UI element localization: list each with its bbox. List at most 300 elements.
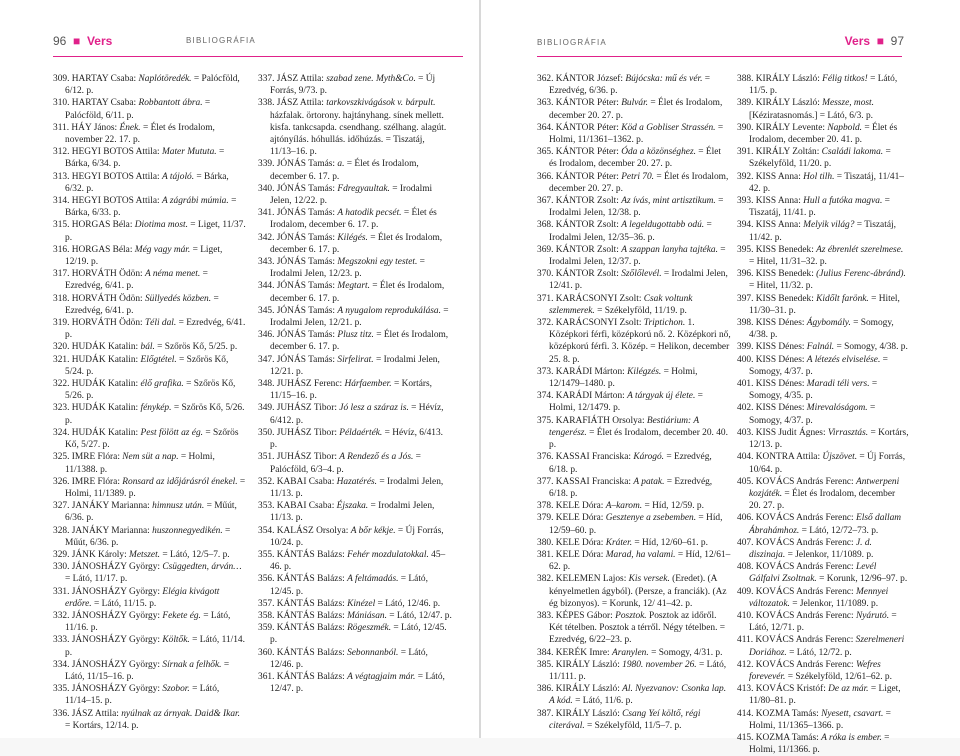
entry-text: KISS Benedek: (Julius Ferenc-ábránd). = Hitel, 11/32. p. [749,269,906,292]
bibliography-entry [53,451,247,475]
bibliography-entry [737,451,909,475]
entry-text: KÁNTOR Péter: Petri 70. = Élet és Irodalom, december 20. 27. p. [549,171,729,194]
bibliography-entry [537,573,731,610]
bibliography-entry [737,402,909,426]
entry-number: 372. [537,318,556,329]
entry-text: KÁNTOR Zsolt: Szőlőlevél. = Irodalmi Jelen, 12/41. p. [549,269,728,292]
entry-text: JÁSZ Attila: szabad zene. Myth&Co. = Új Forrás, 9/73. p. [270,74,436,97]
bibliography-entry [737,354,909,378]
entry-number: 377. [537,476,556,487]
bibliography-entry [737,73,909,97]
bibliography-entry [53,122,247,146]
bibliography-entry [53,293,247,317]
entry-number: 359. [258,623,277,634]
bibliography-entry [53,500,247,524]
entry-number: 309. [53,74,72,84]
entry-text: JÓNÁS Tamás: A nyugalom reprodukálása. = Irodalmi Jelen, 12/21. p. [270,305,449,329]
entry-number: 362. [537,74,556,84]
entry-number: 358. [258,610,277,621]
bibliography-entry [258,97,452,158]
bibliography-entry [537,451,731,475]
entry-text: KÁNTÁS Balázs: Fehér mozdulatokkal. 45–46. p. [270,549,446,573]
bibliography-entry [537,171,731,195]
entry-text: JÓNÁS Tamás: A hatodik pecsét. = Élet és Irodalom, december 6. 17. p. [270,208,437,231]
entry-number: 395. [737,244,756,255]
entry-number: 391. [737,147,756,158]
bibliography-entry [737,195,909,219]
bibliography-entry [537,659,731,683]
entry-number: 373. [537,366,556,377]
bibliography-entry [53,244,247,268]
entry-number: 370. [537,269,556,280]
bibliography-entry [53,402,247,426]
entry-number: 322. [53,379,72,390]
entry-number: 363. [537,98,556,109]
entry-text: KÉPES Gábor: Posztok. Posztok az időről. Két tételben. Posztok a térről. Négy tételben. = Ezredvég, 6/22–23. p. [549,610,726,646]
header-rule [537,56,902,57]
entry-number: 387. [537,708,556,719]
entry-text: KISS Dénes: Falnál. = Somogy, 4/38. p. [755,342,908,353]
entry-text: HUDÁK Katalin: bál. = Szőrös Kő, 5/25. p. [71,342,238,353]
bibliography-entry [258,232,452,256]
bibliography-entry [537,390,731,414]
entry-text: JÁNOSHÁZY György: Csüggedten, árván… = Látó, 11/17. p. [65,562,242,585]
bibliography-entry [258,329,452,353]
entry-text: KIRÁLY László: Csang Yeí költő, régi citerával. = Székelyföld, 11/5–7. p. [549,708,701,731]
entry-number: 414. [737,708,756,719]
bibliography-column [737,73,909,756]
bibliography-entry [737,268,909,292]
bibliography-entry [258,402,452,426]
bibliography-entry [53,476,247,500]
bibliography-entry [53,427,247,451]
bibliography-entry [737,378,909,402]
bibliography-column [537,73,731,732]
entry-text: JÁSZ Attila: nyúlnak az árnyak. Daid& Ikar. = Kortárs, 12/14. p. [65,708,240,731]
entry-text: JÓNÁS Tamás: Sirfelirat. = Irodalmi Jelen, 12/21. p. [270,354,440,377]
bibliography-entry [537,97,731,121]
entry-number: 385. [537,659,556,670]
entry-number: 346. [258,330,277,341]
entry-text: KARÁCSONYI Zsolt: Triptichon. 1. Középkori férfi, középkorú nő. 2. Középkori nő, középkorú férfi. 3. Közép. = Helikon, december 25. 8. p. [549,318,731,365]
entry-number: 406. [737,513,756,524]
entry-number: 382. [537,574,556,585]
bibliography-entry [537,366,731,390]
page-number: 96 [53,34,67,48]
bibliography-entry [537,537,731,549]
entry-text: KÁNTOR Péter: Óda a közönséghez. = Élet és Irodalom, december 20. 27. p. [549,147,722,170]
entry-text: KOVÁCS András Ferenc: Szerelmeneri Doriához. = Látó, 12/72. p. [749,635,905,658]
entry-text: JANÁKY Marianna: himnusz után. = Műút, 6/36. p. [65,501,237,524]
entry-number: 388. [737,74,756,84]
entry-number: 321. [53,354,72,365]
entry-number: 412. [737,659,756,670]
entry-number: 396. [737,269,756,280]
square-bullet-icon: ■ [873,34,888,48]
entry-number: 325. [53,452,72,463]
entry-number: 349. [258,403,277,414]
bibliography-entry [53,171,247,195]
entry-number: 339. [258,159,277,170]
entry-text: KÁNTÁS Balázs: Kinézel = Látó, 12/46. p. [276,598,441,609]
entry-text: KÁNTÁS Balázs: Sebonnanból. = Látó, 12/46. p. [270,647,428,670]
entry-text: HEGYI BOTOS Attila: Mater Mututa. = Bárka, 6/34. p. [65,147,225,170]
entry-text: KALÁSZ Orsolya: A bőr kékje. = Új Forrás, 10/24. p. [270,525,444,548]
bibliography-entry [737,146,909,170]
entry-text: KÁNTOR József: Bújócska: mű és vér. = Ezredvég, 6/36. p. [549,74,711,97]
entry-text: KASSAI Franciska: A patak. = Ezredvég, 6/18. p. [549,476,713,499]
entry-number: 376. [537,452,556,463]
bibliography-entry [258,610,452,622]
bibliography-entry [737,708,909,732]
bibliography-entry [737,537,909,561]
entry-text: HORGAS Béla: Diotima most. = Liget, 11/37. p. [65,220,246,243]
entry-number: 340. [258,183,277,194]
bibliography-entry [737,561,909,585]
entry-number: 354. [258,525,277,536]
right-page-number-group [845,34,904,48]
entry-text: JUHÁSZ Ferenc: Hárfaember. = Kortárs, 11/15–16. p. [270,379,433,402]
section-title: BIBLIOGRÁFIA [537,38,607,47]
bibliography-entry [53,549,247,561]
entry-number: 383. [537,610,556,621]
bibliography-entry [537,610,731,647]
entry-text: HORVÁTH Ödön: A néma menet. = Ezredvég, 6/41. p. [65,269,208,292]
entry-number: 380. [537,537,556,548]
entry-number: 402. [737,403,756,414]
bibliography-entry [53,97,247,121]
entry-text: KABAI Csaba: Éjszaka. = Irodalmi Jelen, 11/13. p. [270,501,435,524]
bibliography-entry [53,634,247,658]
entry-text: KELE Dóra: Gesztenye a zsebemben. = Híd, 12/59–60. p. [549,513,723,536]
entry-number: 409. [737,586,756,597]
entry-text: JÁNOSHÁZY György: Szobor. = Látó, 11/14–15. p. [65,684,220,707]
entry-text: KELE Dóra: Marad, ha valami. = Híd, 12/61–62. p. [549,549,731,573]
entry-number: 336. [53,708,72,719]
entry-number: 332. [53,610,72,621]
entry-text: KASSAI Franciska: Károgó. = Ezredvég, 6/18. p. [549,452,712,475]
entry-text: KERÉK Imre: Aranylen. = Somogy, 4/31. p. [555,647,723,658]
entry-number: 313. [53,171,72,182]
bibliography-entry [258,158,452,182]
bibliography-entry [258,647,452,671]
entry-number: 356. [258,574,277,585]
bibliography-entry [537,317,731,366]
bibliography-column [258,73,452,695]
entry-number: 317. [53,269,72,280]
entry-number: 407. [737,537,756,548]
entry-text: KÁNTÁS Balázs: Rögeszmék. = Látó, 12/45. p. [270,623,447,646]
entry-text: JÓNÁS Tamás: Kilégés. = Élet és Irodalom, december 6. 17. p. [270,232,443,255]
bibliography-entry [53,586,247,610]
entry-number: 314. [53,196,72,207]
entry-text: KISS Anna: Hull a futóka magva. = Tiszatáj, 11/41. p. [749,196,890,219]
bibliography-entry [258,427,452,451]
bibliography-entry [258,451,452,475]
bibliography-entry [537,500,731,512]
header-rule [53,56,463,57]
entry-number: 312. [53,147,72,158]
entry-text: KOZMA Tamás: Nyesett, csavart. = Holmi, 11/1365–1366. p. [749,708,891,731]
entry-text: KELE Dóra: Kráter. = Híd, 12/60–61. p. [555,537,708,548]
bibliography-entry [258,598,452,610]
entry-text: KÁNTOR Zsolt: A szappan lanyha tajtéka. = Irodalmi Jelen, 12/37. p. [549,244,726,268]
entry-text: JÓNÁS Tamás: Megtart. = Élet és Irodalom, december 6. 17. p. [270,281,445,304]
bibliography-entry [737,317,909,341]
entry-text: JÓNÁS Tamás: Fdregyaultak. = Irodalmi Jelen, 12/22. p. [270,183,433,207]
entry-number: 404. [737,452,756,463]
entry-text: KIRÁLY Zoltán: Családi lakoma. = Székelyföld, 11/20. p. [749,147,891,170]
entry-text: KÁNTOR Zsolt: Az ívás, mint artisztikum. = Irodalmi Jelen, 12/38. p. [549,196,724,219]
entry-number: 345. [258,305,277,316]
entry-text: KÁNTÁS Balázs: Mániásan. = Látó, 12/47. p. [276,610,452,621]
entry-number: 334. [53,659,72,670]
entry-number: 347. [258,354,277,365]
entry-text: JÁSZ Attila: tarkovszkivágások v. bárpult. házfalak. örtorony. hajtányhang. sínek mellett. kisfa. tankcsapda. csendhang. szélhang. alagút. ajtónyílás. hóhullás. időhúzás. = Tiszatáj, 11/13–16. p. [270,98,447,158]
entry-number: 364. [537,122,556,133]
entry-number: 320. [53,342,72,353]
entry-text: KISS Judit Ágnes: Virrasztás. = Kortárs, 12/13. p. [749,427,909,451]
bibliography-entry [53,683,247,707]
bibliography-entry [53,378,247,402]
entry-text: KISS Dénes: A létezés elviselése. = Somogy, 4/37. p. [749,354,888,377]
entry-text: KÁNTOR Zsolt: A legeldugottabb odú. = Irodalmi Jelen, 12/35–36. p. [549,220,712,243]
bibliography-entry [258,354,452,378]
bibliography-entry [737,610,909,634]
entry-text: KISS Benedek: Az ébrenlét szerelmese. = Hitel, 11/31–32. p. [749,244,904,268]
bibliography-entry [537,268,731,292]
entry-text: HUDÁK Katalin: Pest fölött az ég. = Szőrös Kő, 5/27. p. [65,427,239,451]
entry-text: KIRÁLY László: Félig titkos! = Látó, 11/5. p. [749,74,898,97]
entry-number: 324. [53,427,72,438]
bibliography-entry [537,146,731,170]
entry-number: 369. [537,244,556,255]
bibliography-entry [258,525,452,549]
entry-text: KELEMEN Lajos: Kis versek. (Eredet). (A kényelmetlen ágyból). (Persze, a franciák). (Az ég bizonyos). = Korunk, 12/ 41–42. p. [549,574,727,609]
entry-number: 353. [258,501,277,512]
entry-text: HUDÁK Katalin: Előgtétel. = Szőrös Kő, 5/24. p. [65,354,229,377]
entry-number: 379. [537,513,556,524]
bibliography-entry [258,476,452,500]
entry-number: 355. [258,549,277,560]
entry-number: 378. [537,501,556,512]
bibliography-entry [53,659,247,683]
entry-text: HARTAY Csaba: Robbantott ábra. = Palócföld, 6/11. p. [65,98,211,121]
entry-text: KOVÁCS András Ferenc: J. d. diszinaja. = Jelenkor, 11/1089. p. [749,537,874,560]
entry-number: 392. [737,171,756,182]
entry-text: JÁNOSHÁZY György: Fekete ég. = Látó, 11/16. p. [65,610,231,634]
entry-text: KISS Anna: Melyik világ? = Tiszatáj, 11/42. p. [749,220,896,243]
entry-text: JUHÁSZ Tibor: Példaérték. = Hévíz, 6/413. p. [270,427,443,451]
entry-text: HÁY János: Ének. = Élet és Irodalom, november 22. 17. p. [65,122,215,146]
bibliography-entry [537,73,731,97]
bibliography-entry [258,500,452,524]
bibliography-entry [258,549,452,573]
entry-number: 330. [53,562,72,573]
entry-number: 367. [537,196,556,207]
entry-number: 368. [537,220,556,231]
entry-number: 329. [53,549,72,560]
entry-text: IMRE Flóra: Nem süt a nap. = Holmi, 11/1388. p. [65,452,215,475]
entry-text: JÓNÁS Tamás: a. = Élet és Irodalom, december 6. 17. p. [270,159,419,182]
entry-number: 319. [53,318,72,329]
entry-text: HUDÁK Katalin: élő grafika. = Szőrös Kő, 5/26. p. [65,379,236,402]
bibliography-entry [537,122,731,146]
magazine-name: Vers [844,34,871,48]
bibliography-entry [258,573,452,597]
entry-text: HORVÁTH Ödön: Süllyedés közben. = Ezredvég, 6/41. p. [65,293,219,316]
entry-number: 415. [737,732,756,743]
bibliography-entry [737,341,909,353]
bibliography-column [53,73,247,732]
bibliography-entry [258,73,452,97]
bibliography-entry [737,586,909,610]
bibliography-entry [53,219,247,243]
bibliography-entry [537,549,731,573]
bibliography-entry [737,427,909,451]
bibliography-entry [258,305,452,329]
entry-text: KÁNTÁS Balázs: A feltámadás. = Látó, 12/45. p. [270,574,428,597]
bibliography-entry [53,341,247,353]
bibliography-entry [537,476,731,500]
entry-number: 351. [258,452,277,463]
entry-text: KARÁDI Márton: Kilégzés. = Holmi, 12/1479–1480. p. [549,366,698,390]
bibliography-entry [53,146,247,170]
entry-number: 331. [53,586,72,597]
entry-number: 326. [53,476,72,487]
entry-number: 344. [258,281,277,292]
entry-number: 405. [737,476,756,487]
bibliography-entry [737,683,909,707]
bibliography-entry [258,256,452,280]
entry-number: 403. [737,427,756,438]
entry-number: 400. [737,354,756,365]
entry-number: 315. [53,220,72,231]
entry-text: KOVÁCS András Ferenc: Levél Gálfalvi Zsoltnak. = Korunk, 12/96–97. p. [749,562,908,585]
entry-number: 410. [737,610,756,621]
entry-text: KISS Dénes: Mirevalóságom. = Somogy, 4/37. p. [749,403,876,426]
bibliography-entry [737,219,909,243]
entry-text: HEGYI BOTOS Attila: A tájoló. = Bárka, 6/32. p. [65,171,229,194]
bibliography-entry [737,293,909,317]
bibliography-entry [537,219,731,243]
bibliography-entry [53,354,247,378]
bibliography-entry [537,293,731,317]
entry-text: KISS Dénes: Ágybomály. = Somogy, 4/38. p. [749,318,894,341]
bibliography-entry [737,634,909,658]
entry-text: KIRÁLY László: Messze, most. [Kéziratasnomás.] = Látó, 6/3. p. [749,98,874,121]
entry-text: JÁNOSHÁZY György: Sírnak a felhők. = Látó, 11/15–16. p. [65,659,230,682]
entry-number: 408. [737,562,756,573]
entry-number: 399. [737,342,756,353]
entry-text: JANÁKY Marianna: huszonnegyedikén. = Műút, 6/36. p. [65,525,231,548]
entry-number: 398. [737,318,756,329]
magazine-name: Vers [86,34,113,48]
entry-number: 386. [537,684,556,695]
section-title: BIBLIOGRÁFIA [186,36,256,45]
bibliography-entry [737,171,909,195]
entry-text: KISS Dénes: Maradi téli vers. = Somogy, 4/35. p. [749,379,878,402]
entry-text: KOVÁCS András Ferenc: Nyárutó. = Látó, 12/71. p. [749,610,897,634]
bibliography-entry [737,732,909,756]
entry-number: 342. [258,232,277,243]
entry-number: 352. [258,476,277,487]
entry-number: 337. [258,74,277,84]
entry-text: KARÁDI Márton: A tárgyak új élete. = Holmi, 12/1479. p. [549,391,703,414]
entry-number: 323. [53,403,72,414]
entry-text: JÁNOSHÁZY György: Elégia kivágott erdőre. = Látó, 11/15. p. [65,586,220,609]
entry-number: 374. [537,391,556,402]
entry-number: 366. [537,171,556,182]
entry-number: 361. [258,671,277,682]
bibliography-entry [258,671,452,695]
bibliography-entry [53,195,247,219]
entry-text: KIRÁLY László: 1980. november 26. = Látó, 11/111. p. [549,659,727,682]
bibliography-entry [737,476,909,513]
entry-number: 350. [258,427,277,438]
square-bullet-icon: ■ [69,34,84,48]
bibliography-entry [53,561,247,585]
entry-number: 310. [53,98,72,109]
bibliography-entry [737,244,909,268]
left-page [0,0,479,738]
entry-number: 365. [537,147,556,158]
entry-text: KOVÁCS András Ferenc: Első dallam Ábrahámhoz. = Látó, 12/72–73. p. [749,513,902,536]
entry-text: KIRÁLY Levente: Napbold. = Élet és Irodalom, december 20. 41. p. [749,122,898,146]
entry-number: 381. [537,549,556,560]
entry-text: KÁNTOR Péter: Bulvár. = Élet és Irodalom, december 20. 27. p. [549,98,723,121]
entry-text: KELE Dóra: A–karom. = Híd, 12/59. p. [555,501,704,512]
bibliography-entry [258,622,452,646]
bibliography-entry [537,244,731,268]
bibliography-entry [258,183,452,207]
bibliography-entry [537,512,731,536]
entry-number: 343. [258,257,277,268]
bibliography-entry [537,195,731,219]
entry-text: HEGYI BOTOS Attila: A zágrábi múmia. = Bárka, 6/33. p. [65,196,237,219]
bibliography-entry [258,280,452,304]
entry-number: 316. [53,244,72,255]
bibliography-entry [53,708,247,732]
entry-text: KÁNTÁS Balázs: A végtagjaim már. = Látó, 12/47. p. [270,671,445,695]
entry-text: KABAI Csaba: Hazatérés. = Irodalmi Jelen, 11/13. p. [270,476,444,499]
bibliography-entry [737,97,909,121]
page-number: 97 [890,34,904,48]
bibliography-entry [537,415,731,452]
entry-text: KONTRA Attila: Újszövet. = Új Forrás, 10/64. p. [749,452,906,475]
entry-text: KIRÁLY László: Al. Nyezvanov: Csonka lap. A kód. = Látó, 11/6. p. [549,684,727,707]
entry-text: KISS Anna: Hol tilh. = Tiszatáj, 11/41–42. p. [749,171,904,194]
entry-text: KARAFIÁTH Orsolya: Bestiárium: A tengerész. = Élet és Irodalom, december 20. 40. p. [549,415,728,451]
entry-text: JÁNK Károly: Metszet. = Látó, 12/5–7. p. [71,549,230,560]
entry-text: KOVÁCS Kristóf: De az már. = Liget, 11/80–81. p. [749,684,901,707]
entry-text: KARÁCSONYI Zsolt: Csak voltunk szlemmerek. = Székelyföld, 11/19. p. [549,293,693,316]
entry-text: JÁNOSHÁZY György: Költők. = Látó, 11/14. p. [65,635,245,658]
entry-text: HORVÁTH Ödön: Téli dal. = Ezredvég, 6/41. p. [65,318,246,341]
entry-number: 390. [737,122,756,133]
entry-text: HUDÁK Katalin: fénykép. = Szőrös Kő, 5/26. p. [65,403,245,426]
entry-text: HARTAY Csaba: Naplótöredék. = Palócföld, 6/12. p. [65,74,240,97]
entry-number: 413. [737,684,756,695]
entry-text: KÁNTOR Péter: Köd a Gobliser Strassén. = Holmi, 11/1361–1362. p. [549,122,724,146]
entry-number: 360. [258,647,277,658]
entry-number: 327. [53,501,72,512]
entry-text: JÓNÁS Tamás: Megszokni egy testet. = Irodalmi Jelen, 12/23. p. [270,257,425,280]
bibliography-entry [737,512,909,536]
entry-number: 371. [537,293,556,304]
entry-text: JUHÁSZ Tibor: A Rendező és a Jós. = Palócföld, 6/3–4. p. [270,452,421,475]
left-page-header [53,34,256,48]
